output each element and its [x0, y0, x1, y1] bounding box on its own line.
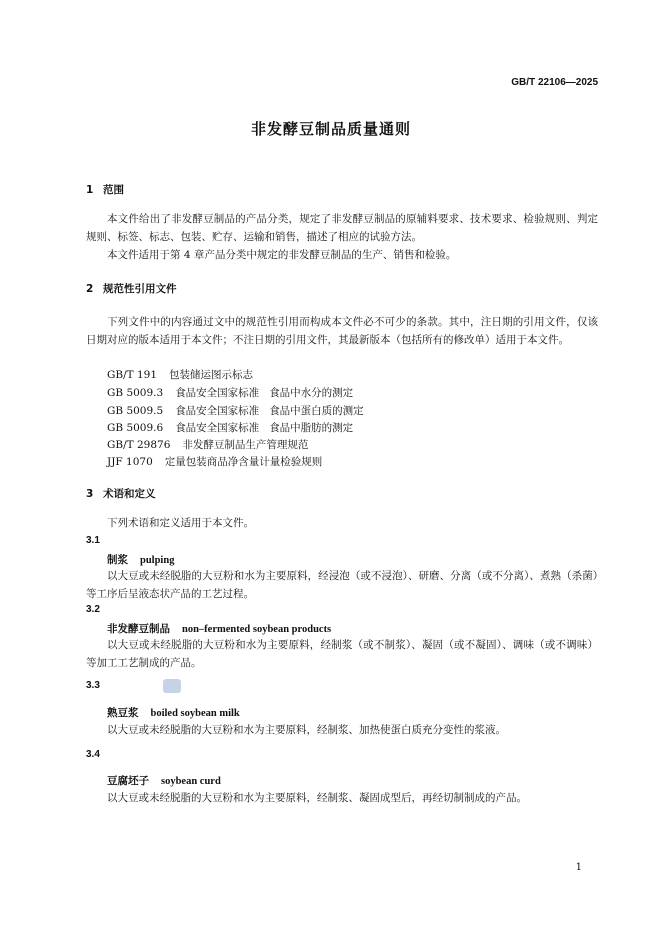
reference-title: 食品安全国家标准 — [175, 405, 260, 417]
reference-item — [107, 437, 318, 452]
section-3-paragraph-1: 下列术语和定义适用于本文件。 — [107, 517, 254, 529]
reference-title: 包装储运图示标志 — [169, 369, 254, 381]
section-title: 规范性引用文件 — [103, 283, 177, 295]
reference-item — [107, 367, 263, 382]
reference-item — [107, 454, 332, 469]
term-definition: 以大豆或未经脱脂的大豆粉和水为主要原料，经浸泡（或不浸泡）、研磨、分离（或不分离）、煮熟（杀菌）等工序后呈液态状产品的工艺过程。 — [86, 570, 598, 600]
reference-subtitle: 食品中水分的测定 — [269, 387, 354, 399]
term-chinese: 熟豆浆 — [107, 707, 139, 719]
reference-subtitle: 食品中蛋白质的测定 — [269, 405, 364, 417]
term-english: boiled soybean milk — [150, 708, 240, 719]
watermark-stamp — [163, 679, 181, 693]
section-title: 术语和定义 — [103, 488, 156, 500]
term-number: 3.4 — [86, 749, 100, 760]
reference-title: 非发酵豆制品生产管理规范 — [182, 439, 309, 451]
reference-code: GB 5009.3 — [107, 387, 164, 399]
section-2-heading — [86, 281, 177, 296]
term-heading — [107, 552, 174, 567]
reference-item — [107, 403, 374, 418]
standard-number: GB/T 22106—2025 — [511, 77, 598, 88]
reference-item — [107, 420, 363, 435]
term-number: 3.2 — [86, 604, 100, 615]
reference-title: 定量包装商品净含量计量检验规则 — [164, 456, 323, 468]
section-1-paragraph-1: 本文件给出了非发酵豆制品的产品分类，规定了非发酵豆制品的原辅料要求、技术要求、检验规则、判定规则、标签、标志、包装、贮存、运输和销售，描述了相应的试验方法。 — [86, 213, 598, 243]
term-number: 3.3 — [86, 680, 100, 691]
term-chinese: 制浆 — [107, 554, 128, 566]
section-2-paragraph-1: 下列文件中的内容通过文中的规范性引用而构成本文件必不可少的条款。其中，注日期的引用文件，仅该日期对应的版本适用于本文件；不注日期的引用文件，其最新版本（包括所有的修改单）适用于本文件。 — [86, 316, 598, 346]
reference-item — [107, 385, 363, 400]
section-3-heading — [86, 486, 156, 501]
reference-code: GB/T 29876 — [107, 439, 171, 451]
reference-code: JJF 1070 — [107, 456, 153, 468]
term-number: 3.1 — [86, 535, 100, 546]
reference-subtitle: 食品中脂肪的测定 — [269, 422, 354, 434]
reference-code: GB 5009.5 — [107, 405, 164, 417]
document-title: 非发酵豆制品质量通则 — [250, 120, 411, 138]
term-english: soybean curd — [161, 776, 221, 787]
term-heading — [107, 705, 240, 720]
term-definition: 以大豆或未经脱脂的大豆粉和水为主要原料，经制浆（或不制浆）、凝固（或不凝固）、调味（或不调味）等加工工艺制成的产品。 — [86, 639, 598, 669]
term-heading — [107, 773, 221, 788]
reference-code: GB 5009.6 — [107, 422, 164, 434]
reference-title: 食品安全国家标准 — [175, 422, 260, 434]
term-chinese: 豆腐坯子 — [107, 775, 149, 787]
term-definition: 以大豆或未经脱脂的大豆粉和水为主要原料，经制浆、加热使蛋白质充分变性的浆液。 — [107, 724, 506, 736]
term-chinese: 非发酵豆制品 — [107, 623, 170, 635]
section-number: 2 — [86, 283, 94, 295]
term-english: pulping — [140, 555, 175, 566]
term-heading — [107, 621, 331, 636]
section-1-paragraph-2: 本文件适用于第 4 章产品分类中规定的非发酵豆制品的生产、销售和检验。 — [107, 249, 457, 261]
section-1-heading — [86, 182, 124, 197]
page-number: 1 — [575, 862, 582, 873]
term-definition: 以大豆或未经脱脂的大豆粉和水为主要原料，经制浆、凝固成型后，再经切制制成的产品。 — [107, 792, 527, 804]
section-number: 3 — [86, 488, 94, 500]
section-title: 范围 — [103, 184, 124, 196]
section-number: 1 — [86, 184, 94, 196]
reference-code: GB/T 191 — [107, 369, 158, 381]
reference-title: 食品安全国家标准 — [175, 387, 260, 399]
term-english: non–fermented soybean products — [182, 624, 332, 635]
